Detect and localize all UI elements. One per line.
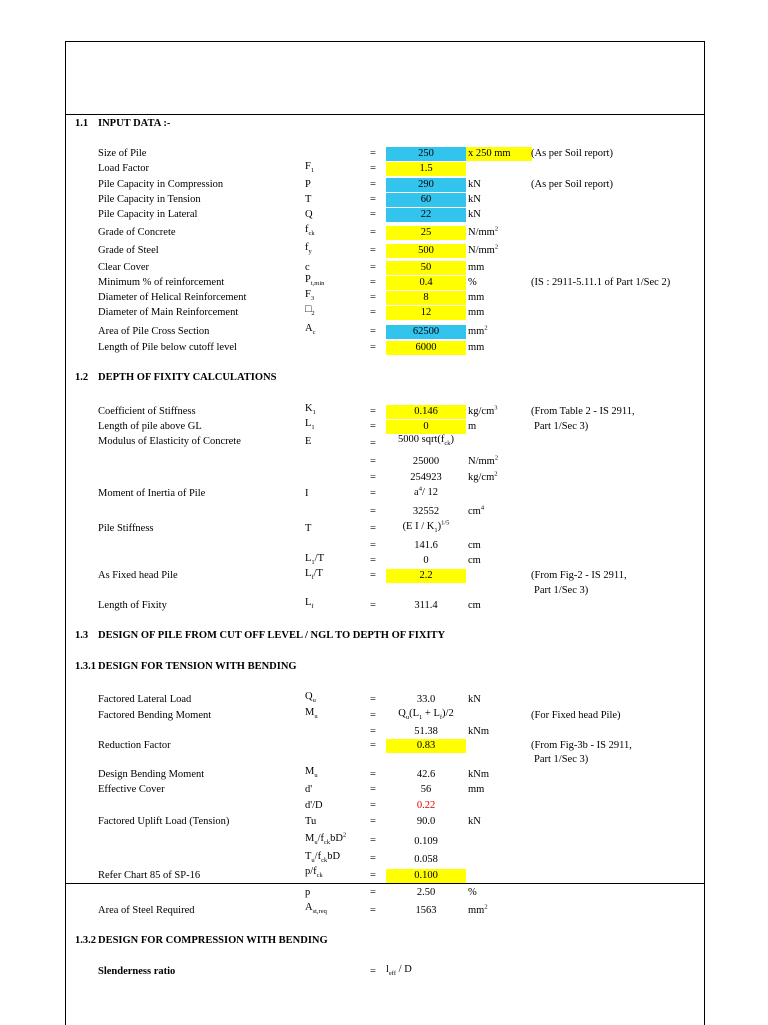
symbol-lateral: Q (305, 209, 313, 220)
label-load-factor: Load Factor (98, 163, 150, 174)
label-main-diameter: Diameter of Main Reinforcement (98, 307, 239, 318)
section-title: DEPTH OF FIXITY CALCULATIONS (98, 372, 277, 383)
label-grade-of-steel: Grade of Steel (98, 245, 159, 256)
label-coefficient-stiffness: Coefficient of Stiffness (98, 406, 196, 417)
section-number: 1.3.1 (75, 661, 96, 672)
unit-design-bending: kNm (468, 769, 489, 780)
equals: = (370, 245, 376, 256)
label-pile-capacity-tension: Pile Capacity in Tension (98, 194, 201, 205)
input-length-above-gl[interactable]: 0 (386, 420, 466, 434)
value-mu-ratio: 0.109 (414, 836, 438, 847)
value-l1-over-t: 0 (423, 555, 429, 566)
unit-area: $mm^2$ (468, 324, 488, 337)
equals: = (370, 694, 376, 705)
section-title: DESIGN FOR TENSION WITH BENDING (98, 661, 297, 672)
value-modulus-kgcm: 254923 (410, 472, 442, 483)
label-clear-cover: Clear Cover (98, 262, 150, 273)
note-reduction-1: (From Fig-3b - IS 2911, (531, 740, 632, 751)
input-helical-diameter[interactable]: 8 (386, 291, 466, 305)
equals: = (370, 227, 376, 238)
equals: = (370, 769, 376, 780)
label-area-steel: Area of Steel Required (98, 905, 195, 916)
value-stiffness: 141.6 (414, 540, 438, 551)
equals: = (370, 905, 376, 916)
unit-compression: kN (468, 179, 481, 190)
input-p-fck[interactable]: 0.100 (386, 869, 466, 883)
symbol-tension: T (305, 194, 312, 205)
equals: = (370, 726, 376, 737)
symbol-mu: $M_u$ (305, 707, 318, 721)
label-design-bending: Design Bending Moment (98, 769, 205, 780)
equals: = (370, 179, 376, 190)
symbol-p-fck: $p/f_{ck}$ (305, 866, 323, 880)
value-factored-lateral: 33.0 (416, 694, 436, 705)
equals: = (370, 870, 376, 881)
label-size-of-pile: Size of Pile (98, 148, 147, 159)
label-effective-cover: Effective Cover (98, 784, 165, 795)
unit-modulus-kgcm: $kg/cm^2$ (468, 470, 498, 483)
equals: = (370, 835, 376, 846)
note-fixed-head-pile: (For Fixed head Pile) (531, 710, 621, 721)
equals: = (370, 887, 376, 898)
equals: = (370, 523, 376, 534)
symbol-f3: $F_3$ (305, 289, 315, 303)
value-p: 2.50 (416, 887, 436, 898)
unit-stiffness: $kg/cm^3$ (468, 404, 498, 417)
label-min-reinforcement: Minimum % of reinforcement (98, 277, 225, 288)
equals: = (370, 292, 376, 303)
symbol-lf: $L_f$ (305, 597, 314, 611)
equals: = (370, 472, 376, 483)
header-divider (65, 114, 704, 115)
value-modulus-nmm: 25000 (412, 456, 440, 467)
symbol-d-prime: d' (305, 784, 313, 795)
formula-slenderness: $l_{eff}$ / D (386, 964, 412, 978)
symbol-i: I (305, 488, 309, 499)
equals: = (370, 209, 376, 220)
equals: = (370, 421, 376, 432)
symbol-phi2: $□_2$ (305, 304, 315, 318)
note-stiffness-1: (From Table 2 - IS 2911, (531, 406, 635, 417)
equals: = (370, 194, 376, 205)
symbol-cover: c (305, 262, 310, 273)
equals: = (370, 800, 376, 811)
input-min-reinforcement[interactable]: 0.4 (386, 276, 466, 290)
section-title: INPUT DATA :- (98, 118, 171, 129)
unit-inertia: $cm^4$ (468, 504, 485, 517)
symbol-ptmin: $P_{t,min}$ (305, 274, 325, 288)
equals: = (370, 600, 376, 611)
note-reduction-2: Part 1/Sec 3) (534, 754, 589, 765)
equals: = (370, 438, 376, 449)
unit-factored-lateral: kN (468, 694, 481, 705)
equals: = (370, 853, 376, 864)
unit-lateral: kN (468, 209, 481, 220)
unit-factored-uplift: kN (468, 816, 481, 827)
symbol-compression: P (305, 179, 311, 190)
unit-l1-over-t: cm (468, 555, 481, 566)
unit-cover: mm (468, 262, 485, 273)
input-grade-of-concrete[interactable]: 25 (386, 226, 466, 240)
label-factored-uplift: Factored Uplift Load (Tension) (98, 816, 230, 827)
symbol-l1-over-t: $L_1/T$ (305, 553, 325, 567)
unit-size: x 250 mm (466, 147, 532, 161)
equals: = (370, 456, 376, 467)
unit-steel: $N/mm^2$ (468, 243, 499, 256)
label-pile-capacity-lateral: Pile Capacity in Lateral (98, 209, 198, 220)
unit-helical: mm (468, 292, 485, 303)
input-load-factor[interactable]: 1.5 (386, 162, 466, 176)
input-grade-of-steel[interactable]: 500 (386, 244, 466, 258)
note-stiffness-2: Part 1/Sec 3) (534, 421, 589, 432)
input-main-diameter[interactable]: 12 (386, 306, 466, 320)
unit-tension: kN (468, 194, 481, 205)
value-tu-ratio: 0.058 (414, 854, 438, 865)
input-reduction-factor[interactable]: 0.83 (386, 739, 466, 753)
unit-factored-bending: kNm (468, 726, 489, 737)
unit-length-fixity: cm (468, 600, 481, 611)
unit-stiffness-cm: cm (468, 540, 481, 551)
value-area-steel: 1563 (415, 905, 437, 916)
symbol-k1: $K_1$ (305, 403, 316, 417)
value-inertia: 32552 (412, 506, 440, 517)
label-slenderness: Slenderness ratio (98, 966, 176, 977)
value-factored-uplift: 90.0 (416, 816, 436, 827)
unit-concrete: $N/mm^2$ (468, 225, 499, 238)
input-pile-capacity-lateral[interactable]: 22 (386, 208, 466, 222)
section-title: DESIGN FOR COMPRESSION WITH BENDING (98, 935, 328, 946)
symbol-t: T (305, 523, 312, 534)
note-min-reinforcement: (IS : 2911-5.11.1 of Part 1/Sec 2) (531, 277, 671, 288)
label-moment-inertia: Moment of Inertia of Pile (98, 488, 206, 499)
symbol-mu-fck-bd2: $M_u/f_{ck}bD^2$ (305, 831, 347, 847)
symbol-ac: $A_c$ (305, 323, 316, 337)
value-effective-cover: 56 (420, 784, 432, 795)
input-length-of-pile[interactable]: 6000 (386, 341, 466, 355)
unit-effective-cover: mm (468, 784, 485, 795)
input-area-cross-section[interactable]: 62500 (386, 325, 466, 339)
label-helical-diameter: Diameter of Helical Reinforcement (98, 292, 247, 303)
label-grade-of-concrete: Grade of Concrete (98, 227, 176, 238)
unit-p: % (468, 887, 477, 898)
section-number: 1.1 (75, 118, 89, 129)
unit-modulus-nmm: $N/mm^2$ (468, 454, 499, 467)
value-length-fixity: 311.4 (414, 600, 438, 611)
equals: = (370, 966, 376, 977)
note-fixed-head-2: Part 1/Sec 3) (534, 585, 589, 596)
symbol-fy: $f_y$ (305, 242, 312, 256)
symbol-load-factor: $F_1$ (305, 161, 315, 175)
equals: = (370, 816, 376, 827)
note-size: (As per Soil report) (531, 148, 613, 159)
unit-length: mm (468, 342, 485, 353)
formula-stiffness: (E I / $K_1)^{1/5}$ (402, 519, 450, 535)
formula-inertia: $a^4/$ 12 (414, 485, 438, 498)
symbol-mu: $M_u$ (305, 766, 318, 780)
input-pile-capacity-compression[interactable]: 290 (386, 178, 466, 192)
input-clear-cover[interactable]: 50 (386, 261, 466, 275)
note-compression: (As per Soil report) (531, 179, 613, 190)
equals: = (370, 784, 376, 795)
equals: = (370, 307, 376, 318)
unit-length-gl: m (468, 421, 477, 432)
equals: = (370, 262, 376, 273)
input-pile-capacity-tension[interactable]: 60 (386, 193, 466, 207)
equals: = (370, 740, 376, 751)
label-reduction-factor: Reduction Factor (98, 740, 171, 751)
symbol-tu: Tu (305, 816, 317, 827)
label-pile-stiffness: Pile Stiffness (98, 523, 154, 534)
unit-percent: % (468, 277, 477, 288)
value-d-over-D: 0.22 (416, 800, 436, 811)
label-factored-bending: Factored Bending Moment (98, 710, 212, 721)
equals: = (370, 488, 376, 499)
label-length-fixity: Length of Fixity (98, 600, 167, 611)
unit-main: mm (468, 307, 485, 318)
equals: = (370, 277, 376, 288)
equals: = (370, 540, 376, 551)
symbol-l1: $L_1$ (305, 418, 315, 432)
unit-area-steel: $mm^2$ (468, 903, 488, 916)
note-fixed-head-1: (From Fig-2 - IS 2911, (531, 570, 627, 581)
equals: = (370, 163, 376, 174)
equals: = (370, 406, 376, 417)
symbol-d-over-D: d'/D (305, 800, 323, 811)
label-refer-chart: Refer Chart 85 of SP-16 (98, 870, 201, 881)
value-factored-bending: 51.38 (414, 726, 438, 737)
label-modulus-elasticity: Modulus of Elasticity of Concrete (98, 436, 241, 447)
input-fixed-head[interactable]: 2.2 (386, 569, 466, 583)
equals: = (370, 570, 376, 581)
section-number: 1.3.2 (75, 935, 96, 946)
symbol-e: E (305, 436, 312, 447)
equals: = (370, 148, 376, 159)
equals: = (370, 506, 376, 517)
symbol-ast-req: $A_{st,req}$ (305, 902, 327, 916)
row-divider (65, 883, 704, 884)
equals: = (370, 326, 376, 337)
label-fixed-head: As Fixed head Pile (98, 570, 178, 581)
section-title: DESIGN OF PILE FROM CUT OFF LEVEL / NGL TO DEPTH OF FIXITY (98, 630, 446, 641)
equals: = (370, 555, 376, 566)
label-length-of-pile: Length of Pile below cutoff level (98, 342, 237, 353)
label-length-above-gl: Length of pile above GL (98, 421, 202, 432)
section-number: 1.3 (75, 630, 89, 641)
symbol-lf-over-t: $L_f/T$ (305, 568, 323, 582)
input-coefficient-stiffness[interactable]: 0.146 (386, 405, 466, 419)
equals: = (370, 342, 376, 353)
value-design-bending: 42.6 (416, 769, 436, 780)
label-factored-lateral: Factored Lateral Load (98, 694, 192, 705)
section-number: 1.2 (75, 372, 89, 383)
formula-modulus: 5000 $sqrt(f_{ck})$ (397, 434, 454, 448)
symbol-p: p (305, 887, 311, 898)
input-size-of-pile[interactable]: 250 (386, 147, 466, 161)
symbol-qu: $Q_u$ (305, 691, 316, 705)
label-area-cross-section: Area of Pile Cross Section (98, 326, 210, 337)
formula-bending: $Q_u(L_1 + L_f)/2$ (398, 708, 454, 722)
symbol-fck: $f_{ck}$ (305, 224, 315, 238)
symbol-tu-fck-bd: $T_u/f_{ck}bD$ (305, 851, 341, 865)
label-pile-capacity-compression: Pile Capacity in Compression (98, 179, 224, 190)
equals: = (370, 710, 376, 721)
